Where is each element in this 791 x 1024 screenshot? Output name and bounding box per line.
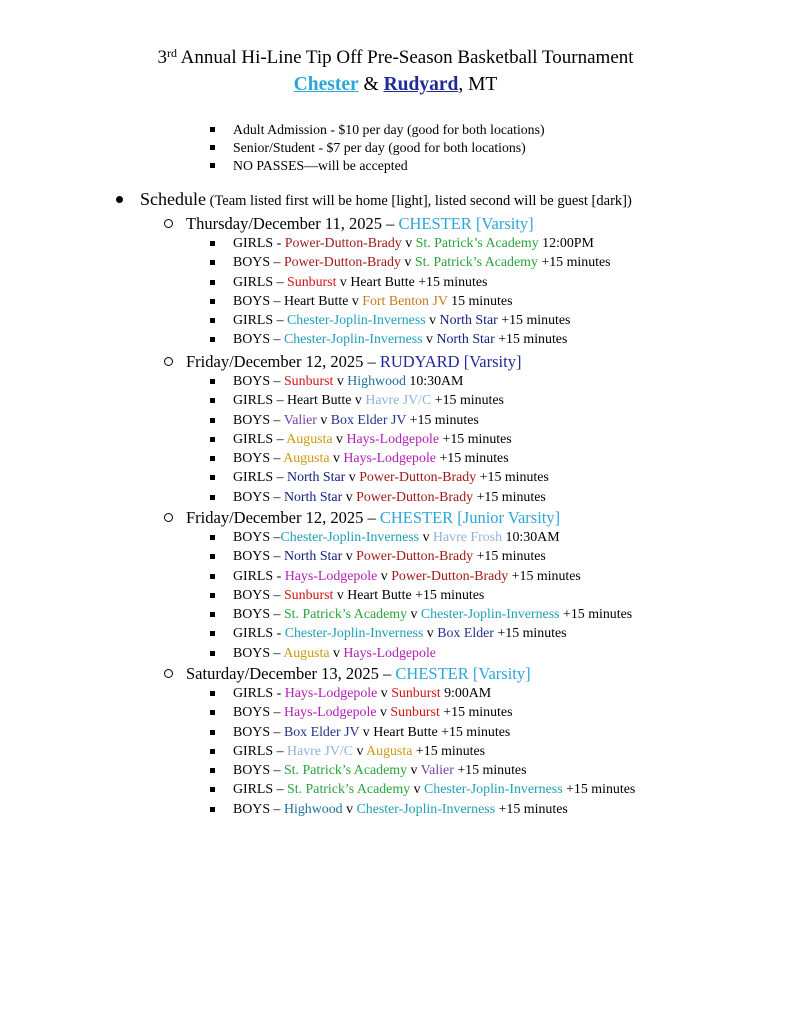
game-item — [209, 372, 549, 391]
game-text: GIRLS – Heart Butte v — [233, 393, 366, 409]
game-text: GIRLS – — [233, 782, 288, 798]
game-text: BOYS – — [233, 801, 284, 817]
game-text: BOYS – — [233, 724, 284, 740]
schedule-day — [164, 507, 632, 663]
game-text: +15 minutes — [495, 801, 568, 817]
schedule-day — [164, 213, 611, 350]
day-date: Friday/December 12, 2025 – — [186, 508, 380, 527]
team-name: Hays-Lodgepole — [343, 645, 436, 661]
game-item — [209, 234, 611, 253]
team-name: Sunburst — [283, 374, 334, 389]
circle-bullet-icon — [164, 357, 173, 366]
game-text: GIRLS – — [233, 431, 287, 447]
game-text: BOYS – Heart Butte v — [233, 293, 363, 309]
admission-no-passes: NO PASSES—will be accepted — [209, 157, 545, 175]
game-text: BOYS – — [233, 763, 284, 779]
game-text: v — [423, 626, 438, 642]
day-heading — [164, 663, 635, 684]
day-venue: CHESTER [Varsity] — [395, 664, 531, 683]
game-text: +15 minutes — [435, 451, 509, 467]
game-item — [209, 547, 632, 566]
game-text: BOYS – — [233, 412, 284, 428]
team-name: Valier — [420, 763, 454, 779]
game-text: BOYS – — [233, 607, 284, 623]
team-name: Augusta — [286, 431, 333, 447]
game-text: BOYS – — [233, 332, 284, 348]
game-item — [209, 703, 635, 722]
game-item — [209, 624, 632, 643]
team-name: Havre JV/C — [365, 393, 432, 409]
game-text: +15 minutes — [508, 568, 581, 584]
game-text: 10:30AM — [405, 374, 464, 389]
game-text: v — [400, 255, 415, 271]
game-item — [209, 468, 549, 487]
game-item — [209, 528, 632, 547]
team-name: North Star — [283, 549, 343, 565]
game-text: +15 minutes — [473, 549, 546, 565]
game-text: v — [377, 568, 392, 584]
team-name: Sunburst — [390, 705, 440, 721]
team-name: Hays-Lodgepole — [284, 686, 378, 701]
game-text: 12:00PM — [538, 236, 594, 251]
game-text: GIRLS – — [233, 470, 288, 486]
day-date: Saturday/December 13, 2025 – — [186, 664, 396, 683]
game-text: +15 minutes — [453, 763, 527, 779]
game-item — [209, 800, 635, 819]
day-venue: RUDYARD [Varsity] — [379, 352, 522, 371]
game-text: GIRLS - — [233, 626, 285, 642]
team-name: Sunburst — [283, 587, 334, 603]
team-name: Hays-Lodgepole — [346, 431, 440, 447]
team-name: Augusta — [283, 451, 330, 467]
game-text: +15 minutes — [439, 431, 512, 447]
game-text: v Heart Butte +15 minutes — [359, 724, 511, 740]
team-name: Highwood — [283, 801, 343, 817]
day-venue: CHESTER [Junior Varsity] — [379, 508, 561, 527]
game-item — [209, 292, 611, 311]
game-list — [209, 372, 549, 507]
game-item — [209, 780, 635, 799]
team-name: Hays-Lodgepole — [343, 451, 436, 467]
team-name: Power-Dutton-Brady — [359, 470, 477, 486]
game-text: BOYS – — [233, 374, 284, 389]
day-heading — [164, 213, 611, 234]
team-name: North Star — [287, 470, 346, 486]
game-item — [209, 586, 632, 605]
game-item — [209, 449, 549, 468]
game-text: +15 minutes — [412, 743, 486, 759]
team-name: Hays-Lodgepole — [284, 568, 378, 584]
game-text: v — [407, 763, 421, 779]
game-text: +15 minutes — [406, 412, 479, 428]
team-name: Power-Dutton-Brady — [356, 489, 474, 505]
team-name: Hays-Lodgepole — [283, 705, 377, 721]
team-name: Chester-Joplin-Inverness — [424, 782, 563, 798]
day-date: Thursday/December 11, 2025 – — [186, 214, 399, 233]
game-item — [209, 761, 635, 780]
game-text: v — [332, 431, 347, 447]
game-text: 9:00AM — [440, 686, 492, 701]
game-text: GIRLS - — [233, 236, 285, 251]
team-name: Chester-Joplin-Inverness — [280, 530, 420, 545]
team-name: St. Patrick’s Academy — [414, 255, 538, 271]
circle-bullet-icon — [164, 219, 173, 228]
team-name: Highwood — [347, 374, 406, 389]
game-text: v — [407, 607, 421, 623]
game-text: +15 minutes — [476, 470, 549, 486]
team-name: Power-Dutton-Brady — [283, 255, 401, 271]
game-text: 10:30AM — [502, 530, 560, 545]
team-name: Chester-Joplin-Inverness — [287, 313, 426, 329]
schedule-day — [164, 663, 635, 819]
game-text: v — [342, 549, 357, 565]
game-text: GIRLS – — [233, 743, 288, 759]
game-text: BOYS – — [233, 530, 281, 545]
game-item — [209, 567, 632, 586]
bullet-dot-icon — [116, 196, 123, 203]
title-ordinal-suffix: rd — [166, 46, 177, 60]
game-text: v — [329, 645, 344, 661]
game-item — [209, 411, 549, 430]
schedule-note: (Team listed first will be home [light], listed second will be guest [dark]) — [205, 193, 632, 209]
game-text: BOYS – — [233, 549, 284, 565]
tournament-title — [0, 46, 791, 70]
game-text: BOYS – — [233, 645, 284, 661]
team-name: Power-Dutton-Brady — [356, 549, 474, 565]
team-name: St. Patrick’s Academy — [283, 763, 408, 779]
game-text: +15 minutes — [494, 332, 568, 348]
day-heading — [164, 351, 549, 372]
rudyard-link[interactable]: Rudyard — [383, 74, 459, 95]
game-text: BOYS – — [233, 705, 284, 721]
game-text: 15 minutes — [447, 293, 513, 309]
team-name: Box Elder JV — [330, 412, 407, 428]
schedule-label: Schedule — [140, 189, 206, 209]
game-text: +15 minutes — [497, 313, 571, 329]
game-item — [209, 273, 611, 292]
game-item — [209, 742, 635, 761]
team-name: St. Patrick’s Academy — [287, 782, 411, 798]
game-text: v — [342, 489, 357, 505]
game-item — [209, 684, 635, 703]
game-item — [209, 253, 611, 272]
team-name: Valier — [283, 412, 317, 428]
game-item — [209, 488, 549, 507]
game-item — [209, 430, 549, 449]
game-text: +15 minutes — [562, 782, 636, 798]
team-name: Augusta — [366, 743, 413, 759]
admission-adult: Adult Admission - $10 per day (good for both locations) — [209, 121, 545, 139]
game-text: v — [329, 451, 344, 467]
game-text: +15 minutes — [473, 489, 546, 505]
game-text: v — [425, 313, 440, 329]
team-name: Power-Dutton-Brady — [284, 236, 402, 251]
team-name: Box Elder JV — [283, 724, 360, 740]
admission-list — [209, 121, 545, 175]
game-item — [209, 723, 635, 742]
team-name: Havre Frosh — [432, 530, 503, 545]
game-text: +15 minutes — [537, 255, 611, 271]
game-text: v — [377, 686, 392, 701]
admission-senior-student: Senior/Student - $7 per day (good for both locations) — [209, 139, 545, 157]
team-name: St. Patrick’s Academy — [415, 236, 539, 251]
chester-link[interactable]: Chester — [293, 74, 359, 95]
game-list — [209, 528, 632, 663]
circle-bullet-icon — [164, 669, 173, 678]
day-date: Friday/December 12, 2025 – — [186, 352, 380, 371]
title-text: Annual Hi-Line Tip Off Pre-Season Basketball Tournament — [176, 47, 634, 68]
game-text: BOYS – — [233, 451, 284, 467]
day-heading — [164, 507, 632, 528]
game-text: v — [410, 782, 424, 798]
team-name: Chester-Joplin-Inverness — [284, 626, 424, 642]
game-text: v — [376, 705, 391, 721]
team-name: Chester-Joplin-Inverness — [356, 801, 496, 817]
game-text: v — [342, 801, 357, 817]
game-item — [209, 644, 632, 663]
game-text: GIRLS - — [233, 686, 285, 701]
circle-bullet-icon — [164, 513, 173, 522]
game-text: GIRLS – — [233, 274, 288, 290]
game-text: v — [353, 743, 367, 759]
game-text: v — [333, 374, 348, 389]
game-text: v — [401, 236, 416, 251]
tournament-location — [0, 73, 791, 97]
game-text: v Heart Butte +15 minutes — [336, 274, 488, 290]
title-ordinal: 3 — [157, 47, 167, 68]
location-ampersand: & — [358, 74, 384, 95]
game-text: +15 minutes — [559, 607, 633, 623]
game-item — [209, 605, 632, 624]
location-state: , MT — [458, 74, 498, 95]
team-name: Chester-Joplin-Inverness — [283, 332, 423, 348]
game-list — [209, 234, 611, 350]
team-name: Sunburst — [287, 274, 337, 290]
game-item — [209, 391, 549, 410]
game-text: BOYS – — [233, 489, 284, 505]
game-text: v Heart Butte +15 minutes — [333, 587, 485, 603]
game-text: +15 minutes — [439, 705, 513, 721]
schedule-day — [164, 351, 549, 507]
game-text: +15 minutes — [493, 626, 567, 642]
game-item — [209, 311, 611, 330]
team-name: Fort Benton JV — [362, 293, 448, 309]
game-text: +15 minutes — [431, 393, 504, 409]
game-item — [209, 330, 611, 349]
team-name: Havre JV/C — [287, 743, 353, 759]
team-name: St. Patrick’s Academy — [283, 607, 408, 623]
team-name: Box Elder — [437, 626, 494, 642]
game-text: BOYS – — [233, 587, 284, 603]
team-name: Chester-Joplin-Inverness — [420, 607, 560, 623]
game-text: v — [422, 332, 437, 348]
team-name: North Star — [283, 489, 343, 505]
game-text: v — [345, 470, 360, 486]
team-name: Sunburst — [391, 686, 441, 701]
game-text: v — [316, 412, 331, 428]
game-text: GIRLS - — [233, 568, 285, 584]
day-venue: CHESTER [Varsity] — [398, 214, 534, 233]
team-name: Power-Dutton-Brady — [391, 568, 509, 584]
game-text: v — [419, 530, 433, 545]
team-name: North Star — [436, 332, 495, 348]
game-text: BOYS – — [233, 255, 284, 271]
game-text: GIRLS – — [233, 313, 288, 329]
game-list — [209, 684, 635, 819]
team-name: Augusta — [283, 645, 330, 661]
team-name: North Star — [439, 313, 498, 329]
